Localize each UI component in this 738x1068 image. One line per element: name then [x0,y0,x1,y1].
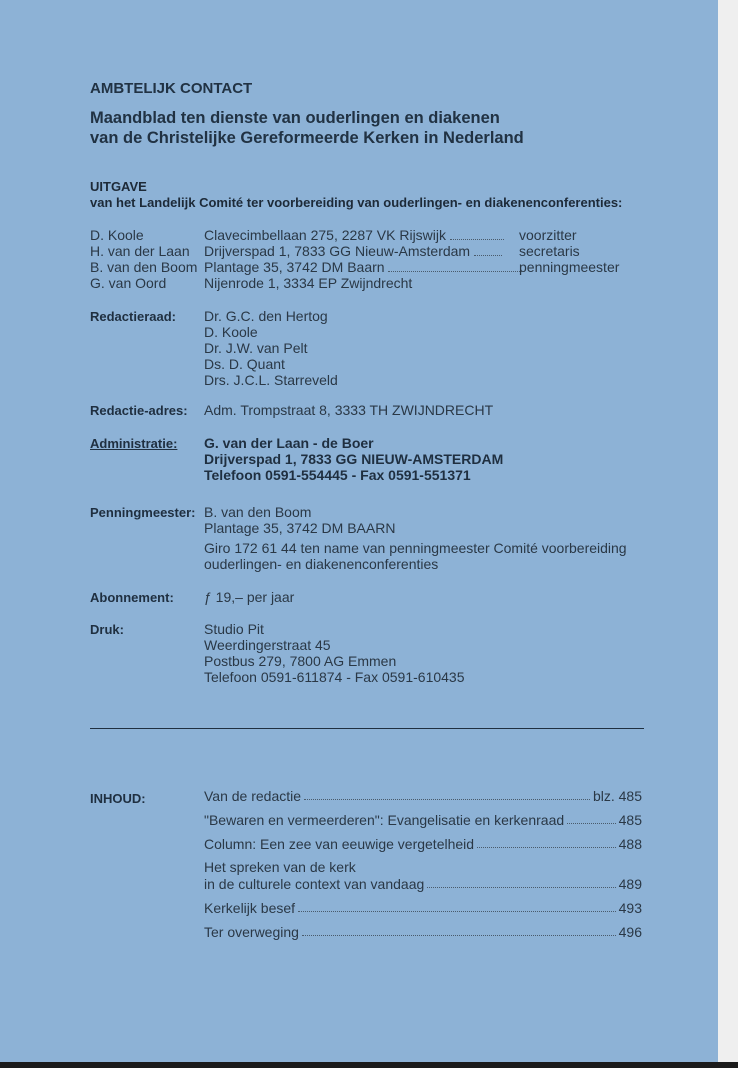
penningmeester-line: B. van den Boom [204,504,312,520]
committee-roles [519,227,619,275]
committee-address: Plantage 35, 3742 DM Baarn [204,259,385,275]
druk-details [204,621,465,685]
druk-line: Postbus 279, 7800 AG Emmen [204,653,397,669]
druk-line: Telefoon 0591-611874 - Fax 0591-610435 [204,669,465,685]
toc-item [204,812,642,828]
redactieraad-label: Redactieraad: [90,309,176,324]
toc-item-page: blz. 485 [592,788,642,804]
toc-item [204,836,642,852]
penningmeester-details [204,504,395,536]
committee-address-row [204,227,522,243]
leader-dots [450,238,504,240]
redactie-adres-value: Adm. Trompstraat 8, 3333 TH ZWIJNDRECHT [204,402,494,418]
penningmeester-line: Plantage 35, 3742 DM BAARN [204,520,396,536]
toc-item-title: Van de redactie [204,788,302,804]
toc-item-title: "Bewaren en vermeerderen": Evangelisatie en kerkenraad [204,812,565,828]
administratie-label-text: Administratie: [90,436,178,451]
toc-item [204,924,642,940]
committee-address: Nijenrode 1, 3334 EP Zwijndrecht [204,275,413,291]
giro-line: ouderlingen- en diakenenconferenties [204,556,439,572]
leader-dots [567,823,615,824]
toc-item-title: Column: Een zee van eeuwige vergetelheid [204,836,475,852]
redactieraad-member: Dr. J.W. van Pelt [204,340,308,356]
magazine-title: AMBTELIJK CONTACT [90,80,253,97]
committee-name: D. Koole [90,227,144,243]
toc-item-page: 488 [618,836,642,852]
redactieraad-member: Ds. D. Quant [204,356,285,372]
page-edge [718,0,738,1068]
toc-item-title: in de culturele context van vandaag [204,876,425,892]
page-edge [0,1062,738,1068]
committee-role: penningmeester [519,259,620,275]
section-divider [90,728,644,729]
magazine-subtitle-line-2: van de Christelijke Gereformeerde Kerken in Nederland [90,129,524,147]
druk-line: Weerdingerstraat 45 [204,637,331,653]
committee-name: B. van den Boom [90,259,198,275]
toc-item-page: 496 [618,924,642,940]
druk-label: Druk: [90,622,124,637]
leader-dots [302,935,616,936]
committee-role: secretaris [519,243,580,259]
toc-item-page: 489 [618,876,642,892]
administratie-line: Telefoon 0591-554445 - Fax 0591-551371 [204,467,471,483]
committee-name: H. van der Laan [90,243,190,259]
toc-item [204,900,642,916]
penningmeester-label: Penningmeester: [90,505,196,520]
giro-line: Giro 172 61 44 ten name van penningmeester Comité voorbereiding [204,540,627,556]
redactie-adres-label: Redactie-adres: [90,403,188,418]
toc-item-title: Ter overweging [204,924,299,940]
committee-addresses [204,227,522,291]
giro-details [204,540,627,572]
druk-line: Studio Pit [204,621,264,637]
redactieraad-member: D. Koole [204,324,258,340]
committee-address-row [204,259,522,275]
redactieraad-member: Dr. G.C. den Hertog [204,308,328,324]
committee-address-row [204,243,522,259]
administratie-line: G. van der Laan - de Boer [204,435,374,451]
leader-dots [388,270,522,272]
abonnement-value: ƒ 19,– per jaar [204,589,295,605]
leader-dots [304,799,590,800]
toc-item [204,876,642,892]
committee-names [90,227,197,291]
toc-item-page: 493 [618,900,642,916]
committee-address: Clavecimbellaan 275, 2287 VK Rijswijk [204,227,447,243]
toc-item-title-line-1: Het spreken van de kerk [204,859,356,875]
toc-item-page: 485 [618,812,642,828]
committee-name: G. van Oord [90,275,167,291]
administratie-details [204,435,503,483]
administratie-line: Drijverspad 1, 7833 GG NIEUW-AMSTERDAM [204,451,504,467]
magazine-subtitle-line-1: Maandblad ten dienste van ouderlingen en diakenen [90,109,500,127]
committee-address: Drijverspad 1, 7833 GG Nieuw-Amsterdam [204,243,471,259]
committee-role: voorzitter [519,227,577,243]
administratie-label [90,436,177,451]
publisher-line: van het Landelijk Comité ter voorbereiding van ouderlingen- en diakenenconferenties: [90,195,623,210]
leader-dots [298,911,616,912]
redactieraad-members [204,308,338,388]
leader-dots [427,887,615,888]
toc-item-title: Kerkelijk besef [204,900,296,916]
abonnement-label: Abonnement: [90,590,174,605]
contents-label: INHOUD: [90,791,146,806]
leader-dots [474,254,502,256]
publisher-heading: UITGAVE [90,179,147,194]
redactieraad-member: Drs. J.C.L. Starreveld [204,372,338,388]
leader-dots [477,847,616,848]
toc-item [204,788,642,804]
